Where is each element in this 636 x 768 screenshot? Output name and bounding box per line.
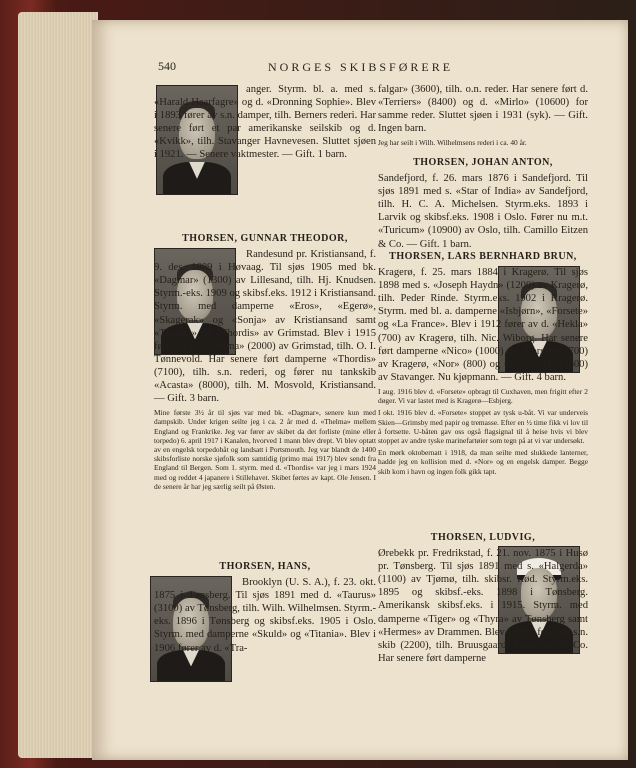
continuation-entry [378, 83, 588, 148]
hans-entry [154, 560, 376, 655]
lars-note-2: I okt. 1916 blev d. «Forsete» stoppet av tysk u-båt. Vi var underveis Skien—Grimsby med papir og tremasse. Efter en ½ time fikk vi lov til å fortsette. U-båten gav oss også flagsignal til å heise hvis vi blev stoppet av andre tyske marinefartøier som tegn på at vi var undersøkt. [378, 408, 588, 445]
page-number: 540 [158, 59, 176, 73]
page-edges [18, 12, 98, 758]
ludvig-heading: THORSEN, LUDVIG, [430, 532, 536, 543]
lars-note-3: En mørk oktobernatt i 1918, da man seilte med slukkede lanterner, hadde jeg en kollision med d. «Nor» og en engelsk damper. Begge skib kom i havn og ingen folk gikk tapt. [378, 448, 588, 476]
continuation-text: falgar» (3600), tilh. o.n. reder. Har senere ført d. «Terriers» (8400) og d. «Mirlo» (10600) for samme reder. Sluttet sjøen i 1931 (syk). — Gift. Ingen barn. [378, 84, 588, 135]
continuation-note: Jeg har seilt i Wilh. Wilhelmsens rederi i ca. 40 år. [378, 138, 527, 148]
gunnar-entry [154, 232, 376, 491]
book-page [92, 20, 628, 760]
lars-text: Kragerø, f. 25. mars 1884 i Kragerø. Til sjøs 1898 med s. «Joseph Haydn» (1200) av Kragerø, tilh. Peder Rinde. Styrm.eks. 1902 i Kragerø. Styrm. med bl. a. damperne «Isbjørn», «Forsete» og «La France». Blev i 1912 fører av d. «Hekla» (700) av Kragerø, tilh. Nic. Wiborg. Har senere ført damperne «Nico» (1000) og «Forsete» (700) av Kragerø, «Nor» (800) og «Svartfond» (3600) av Stavanger. Nu kjøpmann. — Gift. 4 barn. [378, 267, 588, 383]
hans-heading: THORSEN, HANS, [219, 561, 311, 572]
ludvig-entry [378, 531, 588, 665]
entry-top-text: anger. Styrm. bl. a. med s. «Harald Haarfagre» og d. «Dronning Sophie». Blev i 1893 fører av s.n. damper, tilh. Berners rederi. Har senere ført et par amerikanske seilskib og d. «Kvikk», tilh. Stavanger Havnevesen. Sluttet sjøen i 1921. — Senere vaktmester. — Gift. 1 barn. [154, 84, 376, 161]
johan-text: Sandefjord, f. 26. mars 1876 i Sandefjord. Til sjøs 1891 med s. «Star of India» av Sandefjord, tilh. H. C. A. Michelsen. Styrm.eks. 1893 i Larvik og skibsf.eks. 1908 i Oslo. Fører nu m.t. «Turicum» (10900) av Oslo, tilh. Camillo Eitzen & Co. — Gift. 1 barn. [378, 173, 588, 250]
hans-text: Brooklyn (U. S. A.), f. 23. okt. 1875 i Tønsberg. Til sjøs 1891 med d. «Taurus» (3100) av Tønsberg, tilh. Wilh. Wilhelmsen. Styrm.-eks. 1896 i Tønsberg og skibsf.eks. 1905 i Oslo. Styrm. med damperne «Skuld» og «Titania». Blev i 1906 fører av d. «Tra- [154, 577, 376, 654]
gunnar-note: Mine første 3½ år til sjøs var med bk. «Dagmar», senere kun med dampskib. Under krigen seilte jeg i ca. 2 år med d. «Thelma» mellem England og Frankrike. Jeg var fører av skibet da det forliste (mine eller torpedo) 6. april 1917 i Kanalen, hvorved 1 mann blev drept. Vi blev optatt av en engelsk torpedobåt og landsatt i Portsmouth. Jeg var blandt de 1400 skibsforliste norske sjøfolk som samtidig (primo mai 1917) blev sendt fra England til Bergen. Som 1. styrm. med d. «Thordis» var jeg i mars 1924 med og reddet 4 japanere i Stillehavet. Skibet førtes av kapt. Ole Jensen. I de senere år har jeg særlig seilt på Østen. [154, 408, 376, 491]
gunnar-text: Randesund pr. Kristiansand, f. 9. des. 1889 i Høvaag. Til sjøs 1905 med bk. «Dagmar» (1300) av Lillesand, tilh. Hj. Knudsen. Styrm.-eks. 1909 og skibsf.eks. 1912 i Kristiansand. Styrm. med damperne «Eros», «Egerø», «Skagerak» og «Sonja» av Kristiansand samt «Thelma» og «Thordis» av Grimstad. Blev i 1915 fører av d. «Thelma» (2000) av Grimstad, tilh. O. I. Tønnevold. Har senere ført damperne «Thordis» (7100), tilh. s.n. rederi, og fører nu tankskib «Acasta» (8000), tilh. M. Mosvold, Kristiansand. — Gift. 3 barn. [154, 249, 376, 405]
left-entry-top [154, 83, 376, 162]
johan-heading: THORSEN, JOHAN ANTON, [413, 157, 553, 168]
ludvig-text: Ørebekk pr. Fredrikstad, f. 21. nov. 1875 i Husø pr. Tønsberg. Til sjøs 1891 med s. «Halgerda» (1100) av Tjømø, tilh. skibsr. Rød. Styrm.eks. 1895 og skibsf.-eks. 1898 i Tønsberg. Amerikansk skibsf.eks. i 1915. Styrm. med damperne «Tiger» og «Thyra» av Tønsberg samt «Hermes» av Drammen. Blev i 1902 fører av s.n. skib (2200), tilh. Bruusgaard, Kiøsterud & Co. Har senere ført damperne [378, 548, 588, 664]
lars-note-1: I aug. 1916 blev d. «Forsete» opbragt til Cuxhaven, men frigitt efter 2 døger. Vi var lastet med is Kragerø—Esbjerg. [378, 386, 588, 406]
running-head: NORGES SKIBSFØRERE [268, 60, 454, 74]
lars-entry [378, 250, 588, 476]
johan-entry [378, 156, 588, 251]
gunnar-heading: THORSEN, GUNNAR THEODOR, [182, 233, 348, 244]
lars-heading: THORSEN, LARS BERNHARD BRUN, [389, 251, 577, 262]
